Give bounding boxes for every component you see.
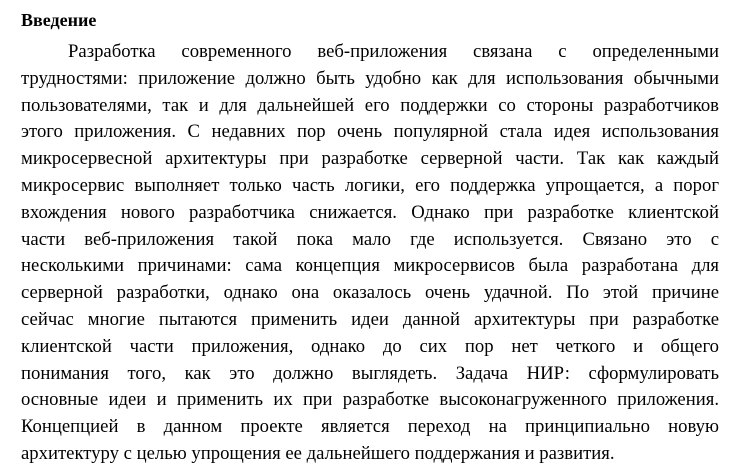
body-paragraph [21,31,719,468]
paragraph-line: этого приложения. С недавних пор очень популярной стала идея использования [21,121,719,143]
paragraph-line: сейчас многие пытаются применить идеи данной архитектуры при разработке [21,308,719,330]
paragraph-line: архитектуру с целью упрощения ее дальнейшего поддержания и развития. [21,442,615,464]
paragraph-line: основные идеи и применить их при разработке высоконагруженного приложения. [21,389,719,411]
paragraph-line: Концепцией в данном проекте является переход на принципиально новую [21,416,719,438]
paragraph-line: микросервис выполняет только часть логики, его поддержка упрощается, а порог [21,174,719,196]
paragraph-line: части веб-приложения такой пока мало где используется. Связано это с [21,228,719,250]
paragraph-line: Разработка современного веб-приложения связана с определенными [68,41,719,62]
paragraph-line: микросервесной архитектуры при разработке серверной части. Так как каждый [21,148,719,170]
document-page [21,0,719,468]
paragraph-line: серверной разработки, однако она оказалось очень удачной. По этой причине [21,282,719,304]
paragraph-line: трудностями: приложение должно быть удобно как для использования обычными [21,67,719,89]
paragraph-line: клиентской части приложения, однако до сих пор нет четкого и общего [21,335,719,357]
paragraph-line: вхождения нового разработчика снижается. Однако при разработке клиентской [21,201,719,223]
paragraph-line: пользователями, так и для дальнейшей его поддержки со стороны разработчиков [21,94,719,116]
paragraph-line: понимания того, как это должно выглядеть. Задача НИР: сформулировать [21,362,719,384]
section-heading: Введение [21,10,97,30]
paragraph-line: несколькими причинами: сама концепция микросервисов была разработана для [21,255,719,277]
